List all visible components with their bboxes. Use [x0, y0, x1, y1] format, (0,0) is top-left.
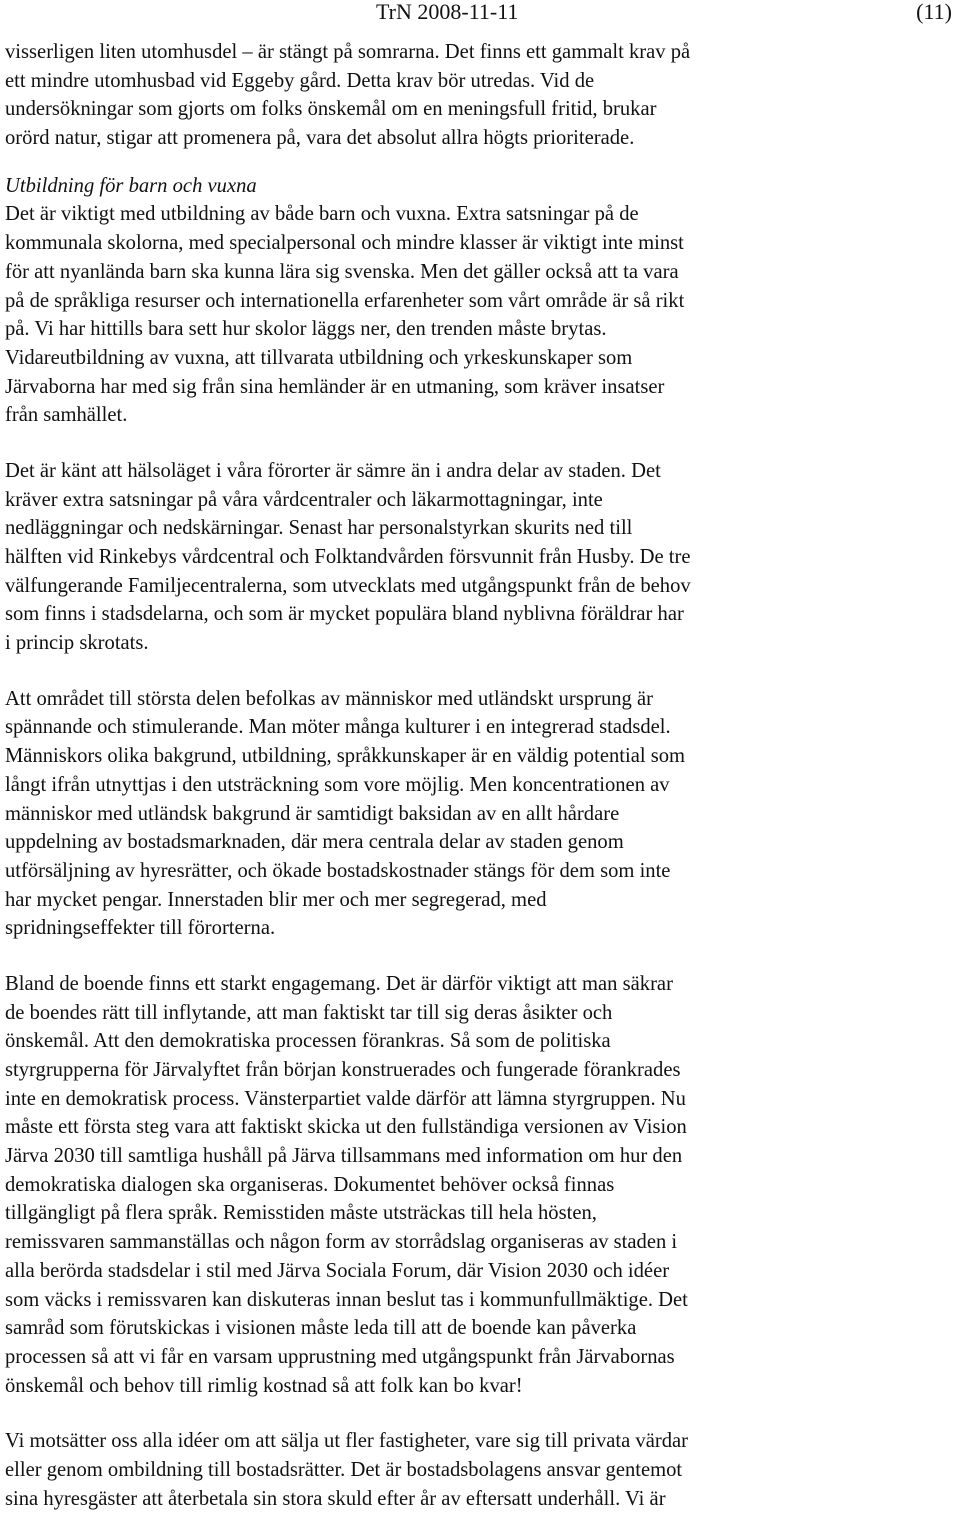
paragraph-intro	[5, 38, 950, 153]
text-line: de boendes rätt till inflytande, att man faktiskt tar till sig deras åsikter och	[5, 1001, 613, 1024]
text-line: visserligen liten utomhusdel – är stängt på somrarna. Det finns ett gammalt krav på	[5, 41, 691, 63]
text-line: samråd som förutskickas i visionen måste leda till att de boende kan påverka	[5, 1317, 637, 1340]
text-line: styrgrupperna för Järvalyftet från början konstruerades och fungerade förankrades	[5, 1059, 681, 1082]
text-line: uppdelning av bostadsmarknaden, där mera centrala delar av staden genom	[5, 831, 624, 854]
paragraph-diversity	[5, 685, 950, 943]
text-line: spännande och stimulerande. Man möter många kulturer i en integrerad stadsdel.	[5, 716, 671, 739]
text-line: demokratiska dialogen ska organiseras. Dokumentet behöver också finnas	[5, 1173, 615, 1196]
text-line: Vi motsätter oss alla idéer om att sälja ut fler fastigheter, vare sig till privata värdar	[5, 1430, 689, 1453]
text-line: sina hyresgäster att återbetala sin stora skuld efter år av eftersatt underhåll. Vi är	[5, 1487, 666, 1510]
text-line: spridningseffekter till förorterna.	[5, 917, 276, 940]
page-number: (11)	[916, 0, 952, 24]
text-line: människor med utländsk bakgrund är samtidigt baksidan av en allt hårdare	[5, 802, 620, 825]
paragraph-housing	[5, 1427, 950, 1513]
document-body	[5, 38, 950, 1513]
text-line: Att området till största delen befolkas av människor med utländskt ursprung är	[5, 687, 653, 710]
text-line: önskemål och behov till rimlig kostnad så att folk kan bo kvar!	[5, 1374, 523, 1397]
text-line: på. Vi har hittills bara sett hur skolor läggs ner, den trenden måste brytas.	[5, 318, 607, 341]
text-line: utförsäljning av hyresrätter, och ökade bostadskostnader stängs för dem som inte	[5, 859, 671, 882]
text-line: tillgängligt på flera språk. Remisstiden måste utsträckas till hela hösten,	[5, 1202, 597, 1225]
text-line: för att nyanlända barn ska kunna lära sig svenska. Men det gäller också att ta vara	[5, 260, 679, 283]
text-line: alla berörda stadsdelar i stil med Järva Sociala Forum, där Vision 2030 och idéer	[5, 1259, 670, 1282]
text-line: måste ett första steg vara att faktiskt skicka ut den fullständiga versionen av Vision	[5, 1116, 687, 1139]
text-line: inte en demokratisk process. Vänsterpartiet valde därför att lämna styrgruppen. Nu	[5, 1087, 686, 1110]
text-line: som finns i stadsdelarna, och som är mycket populära bland nyblivna föräldrar har	[5, 603, 684, 626]
text-line: processen så att vi får en varsam upprustning med utgångspunkt från Järvabornas	[5, 1345, 675, 1368]
text-line: remissvaren sammanställas och någon form av storrådslag organiseras av staden i	[5, 1231, 678, 1254]
text-line: orörd natur, stigar att promenera på, vara det absolut allra högts prioriterade.	[5, 127, 635, 150]
text-line: långt ifrån utnyttjas i den utsträckning som vore möjlig. Men koncentrationen av	[5, 773, 670, 796]
section-heading-education: Utbildning för barn och vuxna	[5, 174, 257, 197]
text-line: undersökningar som gjorts om folks önskemål om en meningsfull fritid, brukar	[5, 98, 657, 121]
text-line: kommunala skolorna, med specialpersonal och mindre klasser är viktigt inte minst	[5, 232, 684, 255]
text-line: från samhället.	[5, 404, 128, 427]
text-line: önskemål. Att den demokratiska processen förankras. Så som de politiska	[5, 1030, 611, 1053]
text-line: Det är viktigt med utbildning av både barn och vuxna. Extra satsningar på de	[5, 203, 639, 226]
text-line: Bland de boende finns ett starkt engagemang. Det är därför viktigt att man säkrar	[5, 972, 673, 995]
text-line: har mycket pengar. Innerstaden blir mer och mer segregerad, med	[5, 888, 547, 911]
text-line: nedläggningar och nedskärningar. Senast har personalstyrkan skurits ned till	[5, 517, 633, 540]
text-line: Det är känt att hälsoläget i våra förorter är sämre än i andra delar av staden. Det	[5, 459, 661, 482]
text-line: Järvaborna har med sig från sina hemländer är en utmaning, som kräver insatser	[5, 375, 665, 398]
text-line: hälften vid Rinkebys vårdcentral och Folktandvården försvunnit från Husby. De tre	[5, 546, 691, 569]
text-line: välfungerande Familjecentralerna, som utvecklats med utgångspunkt från de behov	[5, 574, 691, 597]
text-line: ett mindre utomhusbad vid Eggeby gård. Detta krav bör utredas. Vid de	[5, 69, 595, 92]
text-line: eller genom ombildning till bostadsrätter. Det är bostadsbolagens ansvar gentemot	[5, 1458, 683, 1481]
text-line: på de språkliga resurser och internationella erfarenheter som vårt område är så rikt	[5, 289, 685, 312]
paragraph-education	[5, 200, 950, 430]
page-header	[0, 0, 960, 26]
paragraph-health	[5, 457, 950, 658]
header-date: TrN 2008-11-11	[376, 0, 519, 24]
text-line: Vidareutbildning av vuxna, att tillvarata utbildning och yrkeskunskaper som	[5, 346, 633, 369]
text-line: i princip skrotats.	[5, 632, 149, 655]
paragraph-engagement	[5, 970, 950, 1400]
text-line: Människors olika bakgrund, utbildning, språkkunskaper är en väldig potential som	[5, 745, 686, 768]
text-line: kräver extra satsningar på våra vårdcentraler och läkarmottagningar, inte	[5, 488, 603, 511]
text-line: Järva 2030 till samtliga hushåll på Järva tillsammans med information om hur den	[5, 1145, 683, 1168]
text-line: som väcks i remissvaren kan diskuteras innan beslut tas i kommunfullmäktige. Det	[5, 1288, 688, 1311]
